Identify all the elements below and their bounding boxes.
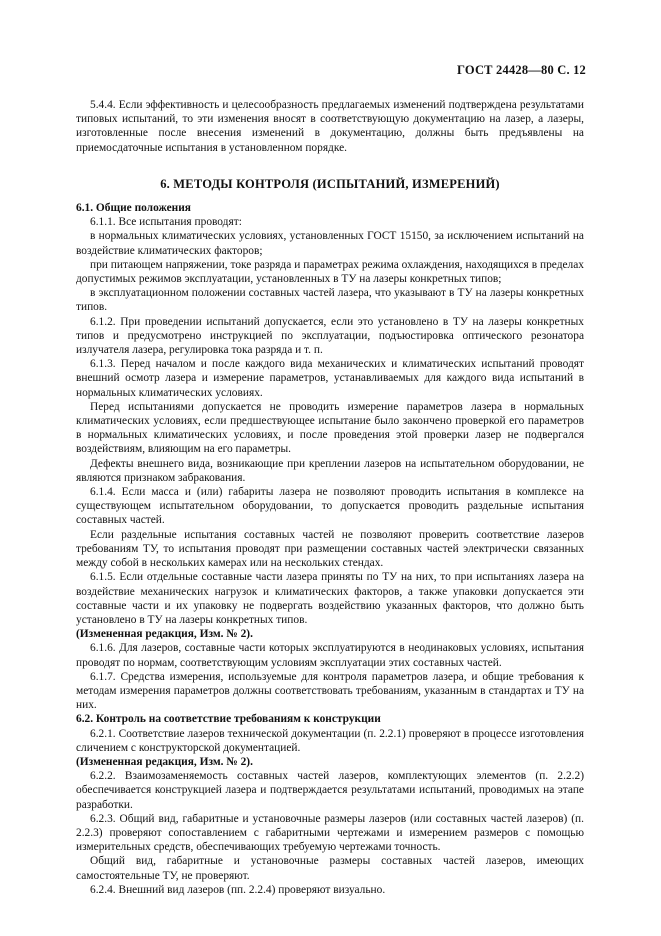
paragraph-6-1-3: 6.1.3. Перед началом и после каждого вида механических и климатических испытаний проводят внешний осмотр лазера и измерение параметров, устанавливаемых для каждого вида испытаний в нормальных климатических условиях. — [76, 358, 584, 399]
subsection-6-2-heading: 6.2. Контроль на соответствие требованиям к конструкции — [76, 713, 381, 726]
paragraph-6-2-3-b: Общий вид, габаритные и установочные размеры составных частей лазеров, имеющих самостоятельные ТУ, не проверяют. — [76, 855, 584, 882]
paragraph-6-2-2: 6.2.2. Взаимозаменяемость составных частей лазеров, комплектующих элементов (п. 2.2.2) обеспечивается конструкцией лазера и подтверждается результатами испытаний, проводимых на этапе разработки. — [76, 770, 584, 811]
paragraph-6-2-1: 6.2.1. Соответствие лазеров технической документации (п. 2.2.1) проверяют в процессе изготовления сличением с конструкторской документацией. — [76, 727, 584, 754]
paragraph-6-1-6: 6.1.6. Для лазеров, составные части которых эксплуатируются в неодинаковых условиях, испытания проводят по нормам, соответствующим условиям эксплуатации этих составных частей. — [76, 642, 584, 669]
paragraph-6-1-5: 6.1.5. Если отдельные составные части лазера приняты по ТУ на них, то при испытаниях лазера на воздействие механических нагрузок и климатических факторов, а также упаковки допускается эти составные части и их упаковку не подвергать воздействию указанных факторов, что должно быть установлено в ТУ на лазеры конкретных типов. — [76, 571, 584, 626]
amendment-note: (Измененная редакция, Изм. № 2). — [76, 755, 253, 768]
paragraph-6-2-3: 6.2.3. Общий вид, габаритные и установочные размеры лазеров (или составных частей лазеров) (п. 2.2.3) проверяют сопоставлением с габаритными чертежами и измерением размеров с помощью измерительных средств, обеспечивающих требуемую чертежами точность. — [76, 812, 584, 854]
paragraph-6-1-7: 6.1.7. Средства измерения, используемые для контроля параметров лазера, и общие требования к методам измерения параметров должны соответствовать требованиям, указанным в стандартах и ТУ на них. — [76, 670, 584, 712]
subsection-6-1-heading: 6.1. Общие положения — [76, 202, 191, 215]
paragraph-6-2-4: 6.2.4. Внешний вид лазеров (пп. 2.2.4) проверяют визуально. — [90, 883, 386, 896]
paragraph-6-1-4: 6.1.4. Если масса и (или) габариты лазера не позволяют проводить испытания в комплексе на существующем испытательном оборудовании, то допускается проводить раздельные испытания составных частей. — [76, 486, 584, 527]
paragraph-6-1-1-c: в эксплуатационном положении составных частей лазера, что указывают в ТУ на лазеры конкретных типов. — [76, 287, 584, 314]
section-6-title: 6. МЕТОДЫ КОНТРОЛЯ (ИСПЫТАНИЙ, ИЗМЕРЕНИЙ) — [160, 176, 500, 191]
paragraph-6-1-1-a: в нормальных климатических условиях, установленных ГОСТ 15150, за исключением испытаний на воздействие климатических факторов; — [76, 230, 584, 257]
amendment-note: (Измененная редакция, Изм. № 2). — [76, 628, 253, 641]
paragraph-6-1-3-b: Перед испытаниями допускается не проводить измерение параметров лазера в нормальных климатических условиях, если предшествующее испытание было закончено проверкой его параметров в нормальных климатических условиях, и после проведения этой проверки лазер не подвергался воздействиям, влияющим на его параметры. — [76, 400, 584, 456]
document-body — [76, 98, 584, 897]
paragraph-6-1-1: 6.1.1. Все испытания проводят: — [90, 216, 242, 229]
paragraph-5-4-4: 5.4.4. Если эффективность и целесообразность предлагаемых изменений подтверждена результатами типовых испытаний, то эти изменения вносят в соответствующую документацию на лазер, а лазеры, изготовленные после внесения изменений в документацию, должны быть предъявлены на приемосдаточные испытания в установленном порядке. — [76, 99, 584, 154]
running-header: ГОСТ 24428—80 С. 12 — [457, 63, 586, 77]
paragraph-6-1-4-b: Если раздельные испытания составных частей не позволяют проверить соответствие лазеров требованиям ТУ, то испытания проводят при размещении составных частей электрически связанных между собой в нескольких камерах или на нескольких стендах. — [76, 528, 584, 570]
paragraph-6-1-1-b: при питающем напряжении, токе разряда и параметрах режима охлаждения, находящихся в пределах допустимых режимов эксплуатации, установленных в ТУ на лазеры конкретных типов; — [76, 258, 584, 286]
paragraph-6-1-2: 6.1.2. При проведении испытаний допускается, если это установлено в ТУ на лазеры конкретных типов и предусмотрено инструкцией по эксплуатации, подъюстировка оптического резонатора излучателя лазера, регулировка тока разряда и т. п. — [76, 315, 584, 357]
paragraph-6-1-3-c: Дефекты внешнего вида, возникающие при креплении лазеров на испытательном оборудовании, не являются признаком забракования. — [76, 457, 584, 484]
